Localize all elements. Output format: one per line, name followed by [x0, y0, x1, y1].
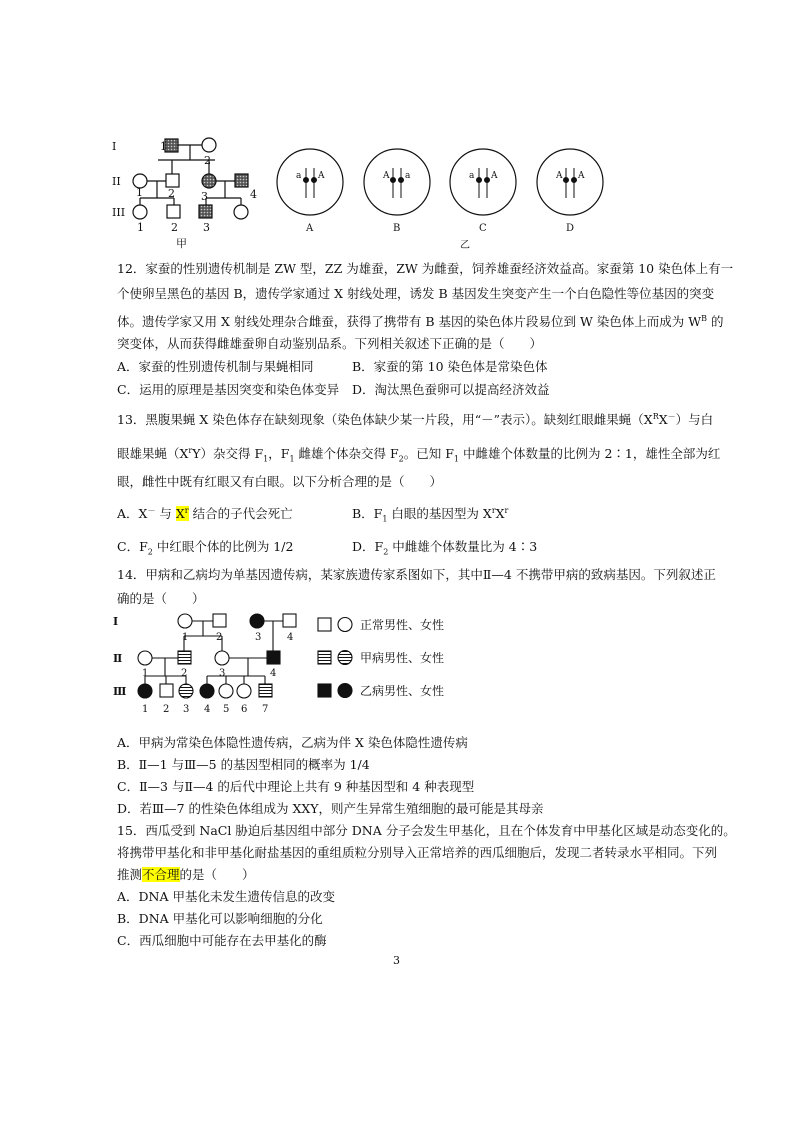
- q12-option-d: D．淘汰黑色蚕卵可以提高经济效益: [352, 382, 550, 397]
- fig-a-num: 2: [204, 154, 211, 167]
- q14-gen-II: Ⅱ: [113, 652, 123, 665]
- centromere-dot: [564, 178, 569, 183]
- allele-label: A: [556, 171, 563, 181]
- q12-line3: 体。遗传学家又用 X 射线处理杂合雌蚕，获得了携带有 B 基因的染色体片段易位到 W 染色体上而成为 $W^B$ 的: [117, 314, 724, 330]
- cell-label-A: A: [306, 223, 314, 234]
- fig-a-num: 2: [168, 187, 175, 200]
- q15-option-c: C．西瓜细胞中可能存在去甲基化的酶: [117, 933, 327, 948]
- svg-text:3: 3: [183, 704, 190, 715]
- cell-circle-D: [537, 149, 603, 215]
- fig-a-num: 3: [201, 190, 208, 203]
- pedigree-figure-q14: [110, 608, 310, 728]
- q15-line2: 将携带甲基化和非甲基化耐盐基因的重组质粒分别导入正常培养的西瓜细胞后，发现二者转录水平相同。下列: [117, 845, 718, 860]
- q14-III3-female-a: [179, 684, 193, 698]
- q14-II3-female-normal: [215, 651, 229, 665]
- q14-I1-female-normal: [178, 614, 192, 628]
- svg-text:2: 2: [163, 704, 170, 715]
- centromere-dot: [304, 178, 309, 183]
- fig-a-gen-III: III: [112, 206, 126, 219]
- legend-normal-male-icon: [318, 618, 331, 631]
- legend-normal-label: 正常男性、女性: [360, 618, 445, 632]
- cell-label-B: B: [393, 223, 401, 234]
- q14-III2-male-normal: [160, 684, 173, 697]
- q14-II4-male-b: [267, 651, 280, 664]
- page-number: 3: [393, 954, 400, 967]
- fig-a-III1-female: [133, 205, 147, 219]
- q13-line1: 13．黑腹果蝇 X 染色体存在缺刻现象（染色体缺少某一片段，用“－”表示）。缺刻红眼雌果蝇$(X^RX^-)$与白: [117, 412, 714, 428]
- cell-circle-C: [450, 149, 516, 215]
- legend-a-label: 甲病男性、女性: [360, 651, 445, 665]
- centromere-dot: [312, 178, 317, 183]
- q14-II2-male-a: [178, 651, 191, 664]
- q14-legend-symbols: [316, 614, 356, 704]
- cell-circle-B: [364, 149, 430, 215]
- fig-a-I2-female: [202, 138, 216, 152]
- q12-line1: 12．家蚕的性别遗传机制是 ZW 型，ZZ 为雄蚕，ZW 为雌蚕，饲养雄蚕经济效益高。家蚕第 10 染色体上有一: [117, 261, 734, 276]
- q14-option-a: A．甲病为常染色体隐性遗传病，乙病为伴 X 染色体隐性遗传病: [117, 735, 468, 750]
- q14-III6-female-normal: [237, 684, 251, 698]
- svg-text:2: 2: [216, 632, 223, 643]
- legend-b-female-icon: [338, 684, 352, 698]
- q14-gen-III: Ⅲ: [113, 685, 127, 698]
- q15-line3: 推测不合理的是（ ）: [117, 867, 255, 882]
- fig-a-num: 1: [137, 221, 144, 234]
- q14-option-c: C．Ⅱ—3 与Ⅱ—4 的后代中理论上共有 9 种基因型和 4 种表现型: [117, 779, 475, 794]
- q14-option-d: D．若Ⅲ—7 的性染色体组成为 XXY，则产生异常生殖细胞的最可能是其母亲: [117, 801, 544, 816]
- fig-a-num: 1: [136, 186, 143, 199]
- fig-a-num: 4: [250, 188, 257, 201]
- cell-diagram-b: [268, 140, 608, 252]
- fig-a-gen-I: I: [112, 140, 117, 153]
- q14-III1-female-b: [138, 684, 152, 698]
- q12-option-c: C．运用的原理是基因突变和染色体变异: [117, 382, 340, 397]
- svg-text:2: 2: [181, 668, 188, 679]
- q14-III4-female-b: [200, 684, 214, 698]
- q13-option-a: A．X－ 与 $X^r$ 结合的子代会死亡: [117, 506, 293, 522]
- q14-I2-male-normal: [213, 614, 226, 627]
- q13-option-b: B．$F_1$ 白眼的基因型为 $X^rX^r$: [352, 506, 509, 524]
- allele-label: a: [469, 171, 475, 181]
- allele-label: A: [491, 171, 498, 181]
- q14-II1-female-normal: [138, 651, 152, 665]
- svg-text:7: 7: [262, 704, 269, 715]
- fig-a-III4-female: [234, 205, 248, 219]
- allele-label: A: [318, 171, 325, 181]
- legend-b-male-icon: [318, 684, 331, 697]
- cell-label-D: D: [566, 223, 575, 234]
- centromere-dot: [485, 178, 490, 183]
- q14-I4-male-normal: [283, 614, 296, 627]
- q14-line2: 确的是（ ）: [117, 591, 205, 606]
- svg-text:6: 6: [241, 704, 248, 715]
- q13-line3: 眼，雌性中既有红眼又有白眼。以下分析合理的是（ ）: [117, 474, 443, 489]
- svg-text:3: 3: [255, 632, 262, 643]
- legend-a-female-icon: [338, 651, 352, 665]
- centromere-dot: [399, 178, 404, 183]
- fig-a-II3-female-affected: [202, 174, 216, 188]
- q12-option-b: B．家蚕的第 10 染色体是常染色体: [352, 359, 548, 374]
- svg-text:4: 4: [270, 668, 277, 679]
- fig-a-num: 3: [203, 221, 210, 234]
- svg-text:5: 5: [223, 704, 230, 715]
- svg-text:1: 1: [142, 668, 149, 679]
- q15-option-b: B．DNA 甲基化可以影响细胞的分化: [117, 911, 323, 926]
- allele-label: A: [578, 171, 585, 181]
- fig-b-caption: 乙: [460, 240, 470, 251]
- fig-a-gen-II: II: [112, 175, 121, 188]
- svg-text:4: 4: [287, 632, 294, 643]
- fig-a-II4-male-affected: [235, 174, 248, 187]
- q14-I3-female-b: [250, 614, 264, 628]
- q14-III7-male-a: [259, 684, 272, 697]
- q15-line1: 15．西瓜受到 NaCl 胁迫后基因组中部分 DNA 分子会发生甲基化，且在个体发育中甲基化区域是动态变化的。: [117, 823, 736, 838]
- fig-a-caption: 甲: [176, 237, 187, 250]
- q12-line2: 个使卵呈黑色的基因 B，遗传学家通过 X 射线处理，诱发 B 基因发生突变产生一个白色隐性等位基因的突变: [117, 286, 715, 301]
- allele-label: a: [405, 171, 411, 181]
- fig-a-num: 1: [160, 140, 167, 153]
- allele-label: A: [383, 171, 390, 181]
- centromere-dot: [477, 178, 482, 183]
- svg-text:1: 1: [142, 704, 149, 715]
- legend-normal-female-icon: [338, 618, 352, 632]
- cell-label-C: C: [479, 223, 487, 234]
- centromere-dot: [391, 178, 396, 183]
- legend-a-male-icon: [318, 651, 331, 664]
- q14-option-b: B．Ⅱ—1 与Ⅲ—5 的基因型相同的概率为 1/4: [117, 757, 370, 772]
- centromere-dot: [572, 178, 577, 183]
- q14-line1: 14．甲病和乙病均为单基因遗传病，某家族遗传家系图如下，其中Ⅱ—4 不携带甲病的致病基因。下列叙述正: [117, 567, 716, 582]
- svg-text:1: 1: [182, 632, 189, 643]
- cell-circle-A: [277, 149, 343, 215]
- fig-a-III3-male-affected: [199, 205, 212, 218]
- pedigree-figure-a: [110, 130, 280, 250]
- fig-a-num: 2: [171, 221, 178, 234]
- q12-line4: 突变体，从而获得雌雄蚕卵自动鉴别品系。下列相关叙述下正确的是（ ）: [117, 336, 543, 351]
- q12-option-a: A．家蚕的性别遗传机制与果蝇相同: [117, 359, 314, 374]
- legend-b-label: 乙病男性、女性: [360, 684, 445, 698]
- svg-text:3: 3: [219, 668, 226, 679]
- allele-label: a: [296, 171, 302, 181]
- fig-a-III2-male: [167, 205, 180, 218]
- q14-gen-I: Ⅰ: [113, 615, 119, 628]
- q14-III5-female-normal: [219, 684, 233, 698]
- svg-text:4: 4: [204, 704, 211, 715]
- fig-a-II2-male: [166, 174, 179, 187]
- q13-option-c: C．$F_2$ 中红眼个体的比例为 1/2: [117, 539, 294, 557]
- q15-option-a: A．DNA 甲基化未发生遗传信息的改变: [117, 889, 335, 904]
- q13-line2: 眼雄果蝇$(X^rY)$杂交得 $F_1$，$F_1$ 雌雄个体杂交得 $F_2$。已知 $F_1$ 中雌雄个体数量的比例为 2∶1，雄性全部为红: [117, 446, 721, 464]
- q13-option-d: D．$F_2$ 中雌雄个体数量比为 4∶3: [352, 539, 538, 557]
